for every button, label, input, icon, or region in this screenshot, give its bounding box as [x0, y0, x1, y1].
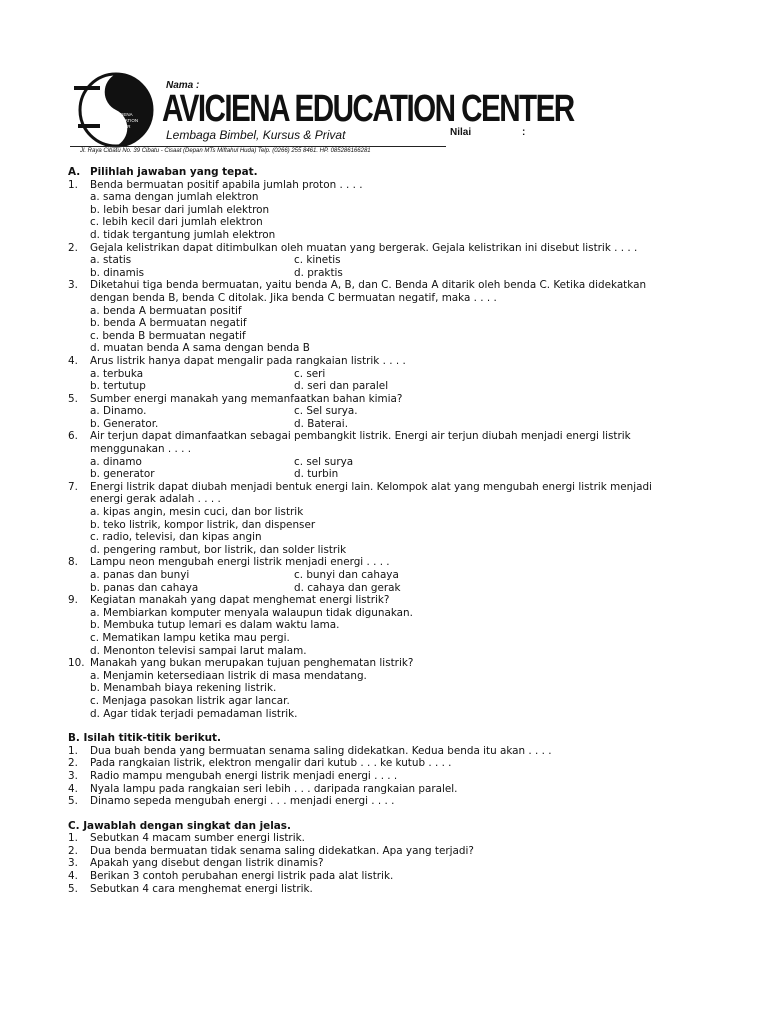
item-number: 2.: [68, 844, 78, 857]
question-line: [68, 292, 708, 305]
option-row: [68, 456, 708, 469]
answer-option: a. dinamo: [90, 455, 142, 468]
answer-option: d. praktis: [294, 266, 343, 279]
option-row: [68, 267, 708, 280]
option-row: [68, 468, 708, 481]
item-number: 4.: [68, 870, 78, 883]
option-row: [68, 418, 708, 431]
answer-option: a. kipas angin, mesin cuci, dan bor listrik: [90, 506, 304, 519]
question-text: Arus listrik hanya dapat mengalir pada rangkaian listrik . . . .: [90, 354, 406, 367]
answer-option: b. tertutup: [90, 380, 146, 393]
item-number: 3.: [68, 769, 78, 782]
answer-option: c. Menjaga pasokan listrik agar lancar.: [90, 694, 290, 707]
question-number: 1.: [68, 178, 78, 191]
question-line: [68, 355, 708, 368]
question-text: Benda bermuatan positif apabila jumlah proton . . . .: [90, 178, 363, 191]
section-b-heading: [68, 732, 708, 745]
nilai-field: [450, 127, 526, 138]
question-line: [68, 657, 708, 670]
answer-option: a. Menjamin ketersediaan listrik di masa mendatang.: [90, 669, 367, 682]
item-number: 5.: [68, 795, 78, 808]
question-line: [68, 279, 708, 292]
essay-item: [68, 883, 708, 896]
fill-blank-item: [68, 795, 708, 808]
option-row: [68, 317, 708, 330]
question-line: [68, 179, 708, 192]
address-line: Jl. Raya Cibatu No. 39 Cibatu - Cisaat (Depan MTs Miftahul Huda) Telp. (0266) 255 8461. HP. 085286166281: [80, 148, 371, 154]
option-row: [68, 229, 708, 242]
option-row: [68, 695, 708, 708]
answer-option: a. sama dengan jumlah elektron: [90, 191, 259, 204]
answer-option: d. cahaya dan gerak: [294, 581, 401, 594]
question-line: [68, 393, 708, 406]
item-text: Pada rangkaian listrik, elektron mengalir dari kutub . . . ke kutub . . . .: [90, 757, 452, 770]
option-row: [68, 569, 708, 582]
spacer: [68, 808, 708, 820]
option-row: [68, 670, 708, 683]
option-row: [68, 531, 708, 544]
answer-option: d. Baterai.: [294, 417, 348, 430]
answer-option: c. bunyi dan cahaya: [294, 569, 399, 581]
question-text: Gejala kelistrikan dapat ditimbulkan oleh muatan yang bergerak. Gejala kelistrikan ini disebut listrik . . . .: [90, 241, 638, 254]
answer-option: a. panas dan bunyi: [90, 569, 190, 581]
option-row: [68, 368, 708, 381]
answer-option: d. pengering rambut, bor listrik, dan solder listrik: [90, 543, 347, 556]
answer-option: b. panas dan cahaya: [90, 581, 199, 594]
answer-option: c. Sel surya.: [294, 405, 358, 418]
brand-subtitle: Lembaga Bimbel, Kursus & Privat: [166, 128, 346, 142]
item-number: 2.: [68, 757, 78, 770]
section-a-heading: [68, 166, 708, 179]
answer-option: b. dinamis: [90, 266, 145, 279]
answer-option: a. terbuka: [90, 367, 144, 380]
section-a-letter: A.: [68, 166, 81, 178]
option-row: [68, 607, 708, 620]
question-number: 8.: [68, 556, 78, 569]
worksheet-content: [68, 166, 708, 895]
item-number: 3.: [68, 857, 78, 870]
question-line: [68, 443, 708, 456]
question-text: Lampu neon mengubah energi listrik menjadi energi . . . .: [90, 556, 390, 569]
answer-option: b. generator: [90, 468, 155, 481]
answer-option: b. teko listrik, kompor listrik, dan dispenser: [90, 518, 316, 531]
option-row: [68, 506, 708, 519]
answer-option: c. radio, televisi, dan kipas angin: [90, 531, 262, 544]
answer-option: b. lebih besar dari jumlah elektron: [90, 203, 270, 216]
option-row: [68, 519, 708, 532]
item-text: Apakah yang disebut dengan listrik dinamis?: [90, 857, 324, 870]
question-line: [68, 481, 708, 494]
option-row: [68, 544, 708, 557]
answer-option: d. turbin: [294, 468, 339, 481]
option-row: [68, 216, 708, 229]
item-text: Sebutkan 4 cara menghemat energi listrik.: [90, 882, 313, 895]
question-text: dengan benda B, benda C ditolak. Jika benda C bermuatan negatif, maka . . . .: [90, 291, 497, 304]
answer-option: d. Agar tidak terjadi pemadaman listrik.: [90, 707, 298, 720]
answer-option: b. benda A bermuatan negatif: [90, 317, 247, 330]
question-text: Kegiatan manakah yang dapat menghemat energi listrik?: [90, 594, 390, 607]
option-row: [68, 582, 708, 595]
essay-item: [68, 870, 708, 883]
fill-blank-item: [68, 770, 708, 783]
item-text: Dinamo sepeda mengubah energi . . . menjadi energi . . . .: [90, 795, 395, 808]
logo-text-3: CENTER: [112, 124, 131, 129]
option-row: [68, 645, 708, 658]
answer-option: a. statis: [90, 254, 132, 267]
answer-option: b. Menambah biaya rekening listrik.: [90, 682, 277, 695]
answer-option: b. Membuka tutup lemari es dalam waktu lama.: [90, 619, 340, 632]
answer-option: a. Dinamo.: [90, 405, 147, 418]
option-row: [68, 619, 708, 632]
item-text: Sebutkan 4 macam sumber energi listrik.: [90, 832, 305, 845]
option-row: [68, 191, 708, 204]
item-number: 1.: [68, 744, 78, 757]
essay-item: [68, 845, 708, 858]
question-text: Air terjun dapat dimanfaatkan sebagai pembangkit listrik. Energi air terjun diubah menjadi energi listrik: [90, 430, 631, 443]
question-line: [68, 430, 708, 443]
answer-option: c. sel surya: [294, 455, 354, 468]
item-number: 1.: [68, 832, 78, 845]
fill-blank-item: [68, 745, 708, 758]
nilai-label: Nilai: [450, 127, 472, 138]
answer-option: c. benda B bermuatan negatif: [90, 329, 246, 342]
question-text: Energi listrik dapat diubah menjadi bentuk energi lain. Kelompok alat yang mengubah energi listrik menjadi: [90, 480, 652, 493]
question-line: [68, 556, 708, 569]
brand-title: AVICIENA EDUCATION CENTER: [162, 88, 574, 130]
section-a-title: Pilihlah jawaban yang tepat.: [90, 166, 258, 178]
question-number: 3.: [68, 279, 78, 292]
answer-option: d. tidak tergantung jumlah elektron: [90, 228, 276, 241]
item-number: 4.: [68, 782, 78, 795]
section-c-heading: [68, 820, 708, 833]
item-text: Berikan 3 contoh perubahan energi listrik pada alat listrik.: [90, 870, 394, 883]
nilai-colon: :: [522, 127, 526, 138]
question-number: 5.: [68, 392, 78, 405]
option-row: [68, 380, 708, 393]
answer-option: b. Generator.: [90, 417, 159, 430]
option-row: [68, 708, 708, 721]
question-number: 2.: [68, 241, 78, 254]
question-text: energi gerak adalah . . . .: [90, 493, 221, 506]
nama-label: Nama :: [166, 80, 200, 91]
question-number: 9.: [68, 594, 78, 607]
question-number: 6.: [68, 430, 78, 443]
answer-option: d. muatan benda A sama dengan benda B: [90, 342, 310, 355]
spacer: [68, 720, 708, 732]
header-divider: [70, 146, 446, 147]
option-row: [68, 682, 708, 695]
question-text: Sumber energi manakah yang memanfaatkan bahan kimia?: [90, 392, 403, 405]
item-text: Nyala lampu pada rangkaian seri lebih . . . daripada rangkaian paralel.: [90, 782, 458, 795]
aviciena-logo: [70, 68, 162, 152]
essay-item: [68, 857, 708, 870]
question-number: 4.: [68, 354, 78, 367]
question-text: Diketahui tiga benda bermuatan, yaitu benda A, B, dan C. Benda A ditarik oleh benda C. Ketika didekatkan: [90, 279, 647, 292]
option-row: [68, 632, 708, 645]
section-c-title: C. Jawablah dengan singkat dan jelas.: [68, 819, 291, 832]
answer-option: a. benda A bermuatan positif: [90, 304, 242, 317]
logo-text-2: EDUCATION: [112, 118, 139, 123]
fill-blank-item: [68, 757, 708, 770]
item-text: Dua benda bermuatan tidak senama saling didekatkan. Apa yang terjadi?: [90, 844, 474, 857]
question-text: Manakah yang bukan merupakan tujuan penghematan listrik?: [90, 657, 414, 670]
answer-option: d. Menonton televisi sampai larut malam.: [90, 644, 307, 657]
option-row: [68, 342, 708, 355]
essay-item: [68, 832, 708, 845]
item-text: Radio mampu mengubah energi listrik menjadi energi . . . .: [90, 769, 398, 782]
option-row: [68, 204, 708, 217]
answer-option: c. kinetis: [294, 254, 341, 267]
option-row: [68, 254, 708, 267]
fill-blank-item: [68, 783, 708, 796]
question-number: 10.: [68, 657, 85, 670]
answer-option: c. Mematikan lampu ketika mau pergi.: [90, 631, 290, 644]
option-row: [68, 405, 708, 418]
question-line: [68, 594, 708, 607]
answer-option: d. seri dan paralel: [294, 380, 389, 393]
option-row: [68, 305, 708, 318]
answer-option: a. Membiarkan komputer menyala walaupun tidak digunakan.: [90, 606, 413, 619]
answer-option: c. seri: [294, 367, 326, 380]
question-text: menggunakan . . . .: [90, 443, 192, 456]
item-number: 5.: [68, 882, 78, 895]
question-number: 7.: [68, 480, 78, 493]
section-b-title: B. Isilah titik-titik berikut.: [68, 732, 221, 745]
question-line: [68, 242, 708, 255]
item-text: Dua buah benda yang bermuatan senama saling didekatkan. Kedua benda itu akan . . . .: [90, 744, 552, 757]
answer-option: c. lebih kecil dari jumlah elektron: [90, 216, 263, 229]
logo-text-1: AVICIENA: [112, 112, 133, 117]
question-line: [68, 493, 708, 506]
option-row: [68, 330, 708, 343]
